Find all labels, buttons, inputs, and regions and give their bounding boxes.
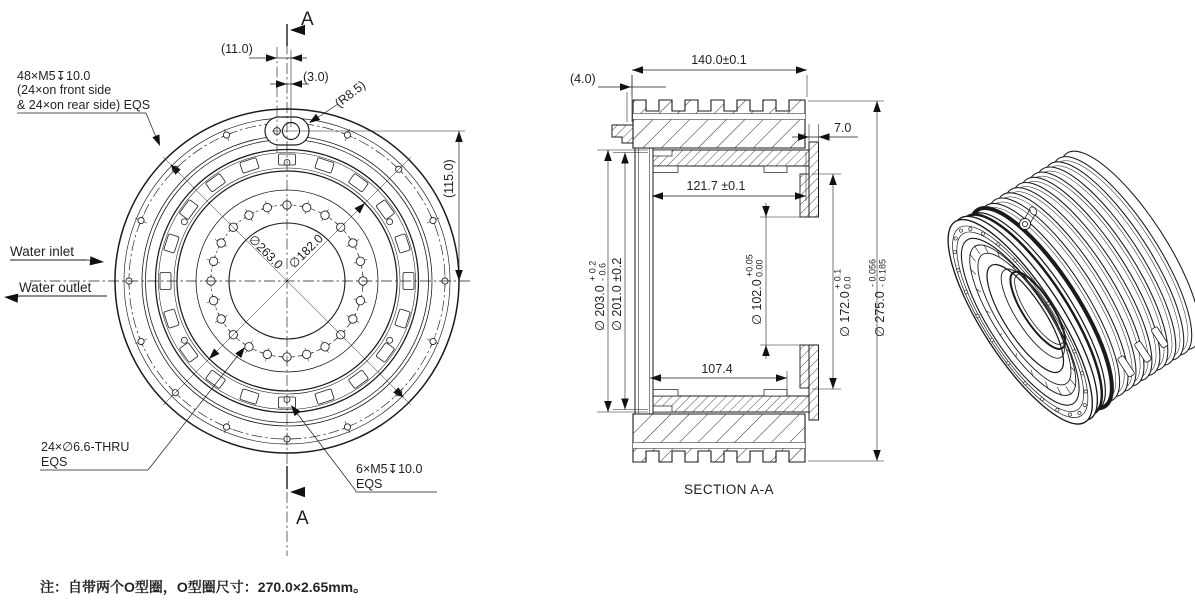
clamp-lip	[652, 390, 678, 397]
arrowhead	[652, 192, 663, 200]
thread-callout-line2: (24×on front side	[17, 83, 112, 97]
rotor-step	[651, 150, 672, 156]
bolt-hole	[343, 131, 351, 139]
arrowhead	[455, 270, 463, 281]
water-outlet-label: Water outlet	[19, 280, 92, 295]
thru-hole	[243, 341, 254, 352]
arrowhead	[291, 54, 302, 62]
dim-3-label: (3.0)	[303, 70, 329, 84]
section-marker-a-top: A	[301, 9, 314, 30]
bolt-hole-group	[133, 333, 150, 349]
bolt-hole	[222, 423, 230, 431]
view-arrow-bottom	[290, 487, 305, 497]
dia-172-label	[833, 269, 853, 337]
dim-4-label: (4.0)	[570, 72, 596, 86]
bolt-hole	[343, 423, 351, 431]
thru-hole-group	[352, 293, 369, 309]
rotor-step	[651, 406, 672, 412]
dim-107-label: 107.4	[701, 362, 733, 376]
dim-r85-label: (R8.5)	[332, 77, 369, 111]
svg-text:∅ 201.0 ±0.2: ∅ 201.0 ±0.2	[610, 257, 624, 331]
bolt-hole-group	[425, 333, 442, 349]
dia-201-label	[610, 258, 624, 331]
tapped-hole-m5	[181, 337, 187, 343]
thru-hole-group	[212, 310, 231, 328]
bolt-hole-group	[219, 419, 235, 436]
dia-263-label: ∅263.0	[245, 232, 286, 272]
tap-callout-line2: EQS	[356, 477, 383, 491]
tapped-hole-m5	[387, 337, 393, 343]
thru-hole-group	[352, 253, 369, 269]
leader	[148, 349, 243, 470]
flange-plate	[809, 142, 819, 217]
arrowhead	[455, 131, 463, 142]
clamp-lip	[764, 166, 787, 173]
svg-text:- 0.185: - 0.185	[877, 258, 888, 287]
stator-top	[633, 100, 805, 148]
lamination-tab	[315, 389, 335, 405]
svg-text:∅ 172.0: ∅ 172.0	[838, 291, 852, 337]
lamination-tab	[395, 309, 411, 329]
dia-203-label	[588, 261, 608, 331]
thru-hole-group	[212, 234, 231, 252]
thru-hole-group	[259, 199, 275, 216]
thru-hole-group	[316, 206, 334, 225]
dia-102-label	[745, 254, 765, 325]
thru-hole	[262, 349, 272, 359]
arrowhead	[604, 401, 612, 412]
svg-text:∅ 102.0: ∅ 102.0	[750, 279, 764, 325]
bolt-hole-group	[219, 127, 235, 144]
clamp-lip	[652, 166, 678, 173]
lamination-tab	[240, 158, 260, 174]
thru-hole-group	[299, 199, 315, 216]
arrowhead	[632, 66, 643, 74]
thru-hole-group	[344, 234, 363, 252]
bolt-hole	[137, 216, 145, 224]
thru-hole	[208, 296, 218, 306]
isometric-view	[924, 131, 1195, 443]
arrowhead	[604, 150, 612, 161]
rotor-top	[651, 150, 809, 166]
dim-115-label: (115.0)	[442, 159, 456, 198]
lamination-tab	[240, 389, 260, 405]
thru-hole	[355, 296, 365, 306]
oring-note: 注：自带两个O型圈，O型圈尺寸：270.0×2.65mm。	[40, 579, 368, 595]
thru-hole-group	[316, 338, 334, 357]
dim-11-label: (11.0)	[221, 42, 253, 56]
svg-text:- 0.056: - 0.056	[867, 258, 878, 287]
tap-callout-line1: 6×M5↧10.0	[356, 462, 423, 476]
arrowhead	[276, 80, 287, 88]
water-inlet-label: Water inlet	[10, 244, 75, 259]
arrowhead	[152, 134, 163, 147]
section-title: SECTION A-A	[684, 482, 774, 497]
thread-callout-line3: & 24×on rear side) EQS	[17, 98, 151, 112]
arrowhead	[621, 153, 629, 164]
thru-hole	[243, 209, 254, 220]
leader	[293, 408, 356, 491]
section-marker-a-bottom: A	[296, 508, 309, 529]
thru-hole	[355, 256, 365, 266]
arrowhead	[762, 206, 770, 217]
arrowhead	[621, 399, 629, 410]
arrowhead	[291, 80, 302, 88]
svg-text:+ 0.1: + 0.1	[832, 268, 843, 289]
svg-text:∅ 275.0: ∅ 275.0	[873, 291, 887, 337]
svg-text:- 0.6: - 0.6	[597, 262, 608, 281]
dim-121-label: 121.7 ±0.1	[686, 179, 746, 193]
bolt-hole-group	[339, 127, 355, 144]
svg-text:+ 0.2: + 0.2	[587, 260, 598, 281]
bolt-hole	[137, 337, 145, 345]
bolt-hole-group	[425, 213, 442, 229]
dia-182-label: ∅182.0	[286, 231, 326, 272]
inlet-arrow	[90, 256, 105, 266]
thru-hole	[215, 237, 226, 248]
mount-tab	[612, 125, 633, 143]
arrowhead	[762, 345, 770, 356]
thru-hole-group	[240, 206, 258, 225]
thru-hole	[319, 341, 330, 352]
arrowhead	[266, 54, 277, 62]
thru-hole	[215, 313, 226, 324]
tapped-hole-m5	[181, 219, 187, 225]
thru-hole	[302, 349, 312, 359]
tapped-hole-m5	[387, 219, 393, 225]
bolt-hole	[429, 216, 437, 224]
lamination-tab	[395, 234, 411, 254]
lamination-tab	[315, 158, 335, 174]
svg-text:∅ 203.0: ∅ 203.0	[593, 285, 607, 331]
arrowhead	[829, 174, 837, 185]
arrowhead	[776, 374, 787, 382]
pilot-boss	[800, 345, 809, 388]
bolt-hole-group	[133, 213, 150, 229]
thru-hole-group	[205, 253, 222, 269]
bolt-hole	[222, 131, 230, 139]
thru-hole	[347, 237, 358, 248]
thru-hole-group	[344, 310, 363, 328]
lamination-tab	[164, 309, 180, 329]
arrowhead	[796, 66, 807, 74]
arrowhead	[829, 378, 837, 389]
thru-hole-group	[205, 293, 222, 309]
stator-wall	[635, 148, 653, 414]
dim-140-label: 140.0±0.1	[691, 53, 747, 67]
stator-bottom	[633, 414, 805, 462]
thru-hole	[208, 256, 218, 266]
rotor-bottom	[651, 396, 809, 412]
bolt-hole	[429, 337, 437, 345]
bolt-hole-group	[339, 419, 355, 436]
clamp-lip	[764, 390, 787, 397]
svg-text:0.0: 0.0	[842, 276, 853, 289]
thru-callout-line1: 24×∅6.6-THRU	[41, 440, 130, 454]
thru-callout-line2: EQS	[41, 455, 68, 469]
svg-text:0.00: 0.00	[754, 259, 765, 277]
dia-275-label	[868, 259, 888, 337]
lamination-tab	[164, 234, 180, 254]
arrowhead	[620, 83, 631, 91]
sleeve-strip	[633, 114, 805, 120]
arrowhead	[873, 101, 881, 112]
iso-body	[924, 131, 1195, 443]
flange-plate	[809, 345, 819, 420]
arrowhead	[873, 450, 881, 461]
outlet-arrow	[4, 292, 19, 302]
thru-hole	[319, 209, 330, 220]
thru-hole	[302, 202, 312, 212]
dim-7-label: 7.0	[834, 121, 852, 135]
thru-hole	[262, 202, 272, 212]
svg-text:+0.05: +0.05	[744, 254, 755, 277]
thru-hole-group	[299, 346, 315, 363]
thru-hole-group	[259, 346, 275, 363]
thread-callout-line1: 48×M5↧10.0	[17, 69, 91, 83]
thru-hole	[347, 313, 358, 324]
arrowhead	[819, 133, 830, 141]
sleeve-strip	[633, 443, 805, 449]
